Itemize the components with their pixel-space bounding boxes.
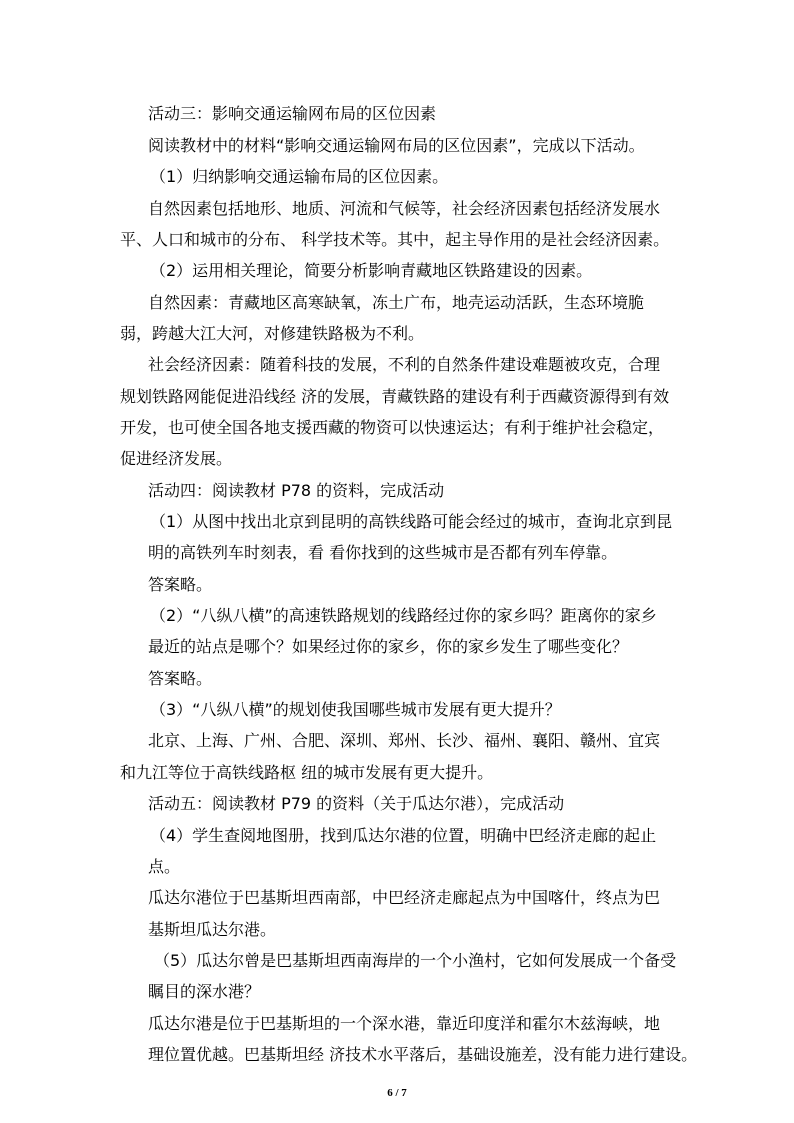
- question-line: （1）从图中找出北京到昆明的高铁线路可能会经过的城市，查询北京到昆: [150, 512, 673, 531]
- answer-line: 促进经济发展。: [120, 449, 233, 468]
- paragraph-line: 阅读教材中的材料“影响交通运输网布局的区位因素”，完成以下活动。: [148, 136, 645, 155]
- answer-line: 答案略。: [148, 669, 213, 688]
- question-line: （5）瓜达尔曾是巴基斯坦西南海岸的一个小渔村，它如何发展成一个备受: [154, 951, 677, 970]
- question-line: 明的高铁列车时刻表，看 看你找到的这些城市是否都有列车停靠。: [148, 543, 618, 562]
- question-line: （3）“八纵八横”的规划使我国哪些城市发展有更大提升？: [150, 700, 561, 719]
- answer-line: 基斯坦瓜达尔港。: [148, 920, 277, 939]
- question-line: （1）归纳影响交通运输布局的区位因素。: [150, 167, 449, 186]
- answer-line: 自然因素：青藏地区高寒缺氧，冻土广布，地壳运动活跃，生态环境脆: [148, 293, 645, 312]
- answer-line: 规划铁路网能促进沿线经 济的发展，青藏铁路的建设有利于西藏资源得到有效: [120, 387, 670, 406]
- answer-line: 理位置优越。巴基斯坦经 济技术水平落后，基础设施差，没有能力进行建设。: [148, 1045, 698, 1064]
- answer-line: 社会经济因素：随着科技的发展，不利的自然条件建设难题被攻克，合理: [148, 355, 661, 374]
- question-line: 点。: [148, 857, 181, 876]
- page-number: 6 / 7: [387, 1087, 407, 1099]
- question-line: （4）学生查阅地图册，找到瓜达尔港的位置，明确中巴经济走廊的起止: [150, 826, 657, 845]
- answer-line: 和九江等位于高铁线路枢 纽的城市发展有更大提升。: [120, 763, 494, 782]
- question-line: （2）运用相关理论，简要分析影响青藏地区铁路建设的因素。: [150, 261, 593, 280]
- answer-line: 瓜达尔港是位于巴基斯坦的一个深水港，靠近印度洋和霍尔木兹海峡，地: [148, 1014, 661, 1033]
- question-line: （2）“八纵八横”的高速铁路规划的线路经过你的家乡吗？距离你的家乡: [150, 606, 657, 625]
- answer-line: 北京、上海、广州、合肥、深圳、郑州、长沙、福州、襄阳、赣州、宜宾: [148, 731, 661, 750]
- activity-3-heading: 活动三：影响交通运输网布局的区位因素: [148, 104, 437, 123]
- activity-4-heading: 活动四：阅读教材 P78 的资料，完成活动: [148, 481, 445, 500]
- question-line: 瞩目的深水港？: [148, 982, 261, 1001]
- answer-line: 答案略。: [148, 575, 213, 594]
- answer-line: 瓜达尔港位于巴基斯坦西南部，中巴经济走廊起点为中国喀什，终点为巴: [148, 888, 661, 907]
- activity-5-heading: 活动五：阅读教材 P79 的资料（关于瓜达尔港），完成活动: [148, 794, 565, 813]
- answer-line: 平、人口和城市的分布、 科学技术等。其中，起主导作用的是社会经济因素。: [120, 230, 670, 249]
- answer-line: 开发，也可使全国各地支援西藏的物资可以快速运达；有利于维护社会稳定，: [120, 418, 665, 437]
- answer-line: 自然因素包括地形、地质、河流和气候等，社会经济因素包括经济发展水: [148, 199, 661, 218]
- question-line: 最近的站点是哪个？如果经过你的家乡，你的家乡发生了哪些变化？: [148, 637, 629, 656]
- answer-line: 弱，跨越大江大河，对修建铁路极为不利。: [120, 324, 425, 343]
